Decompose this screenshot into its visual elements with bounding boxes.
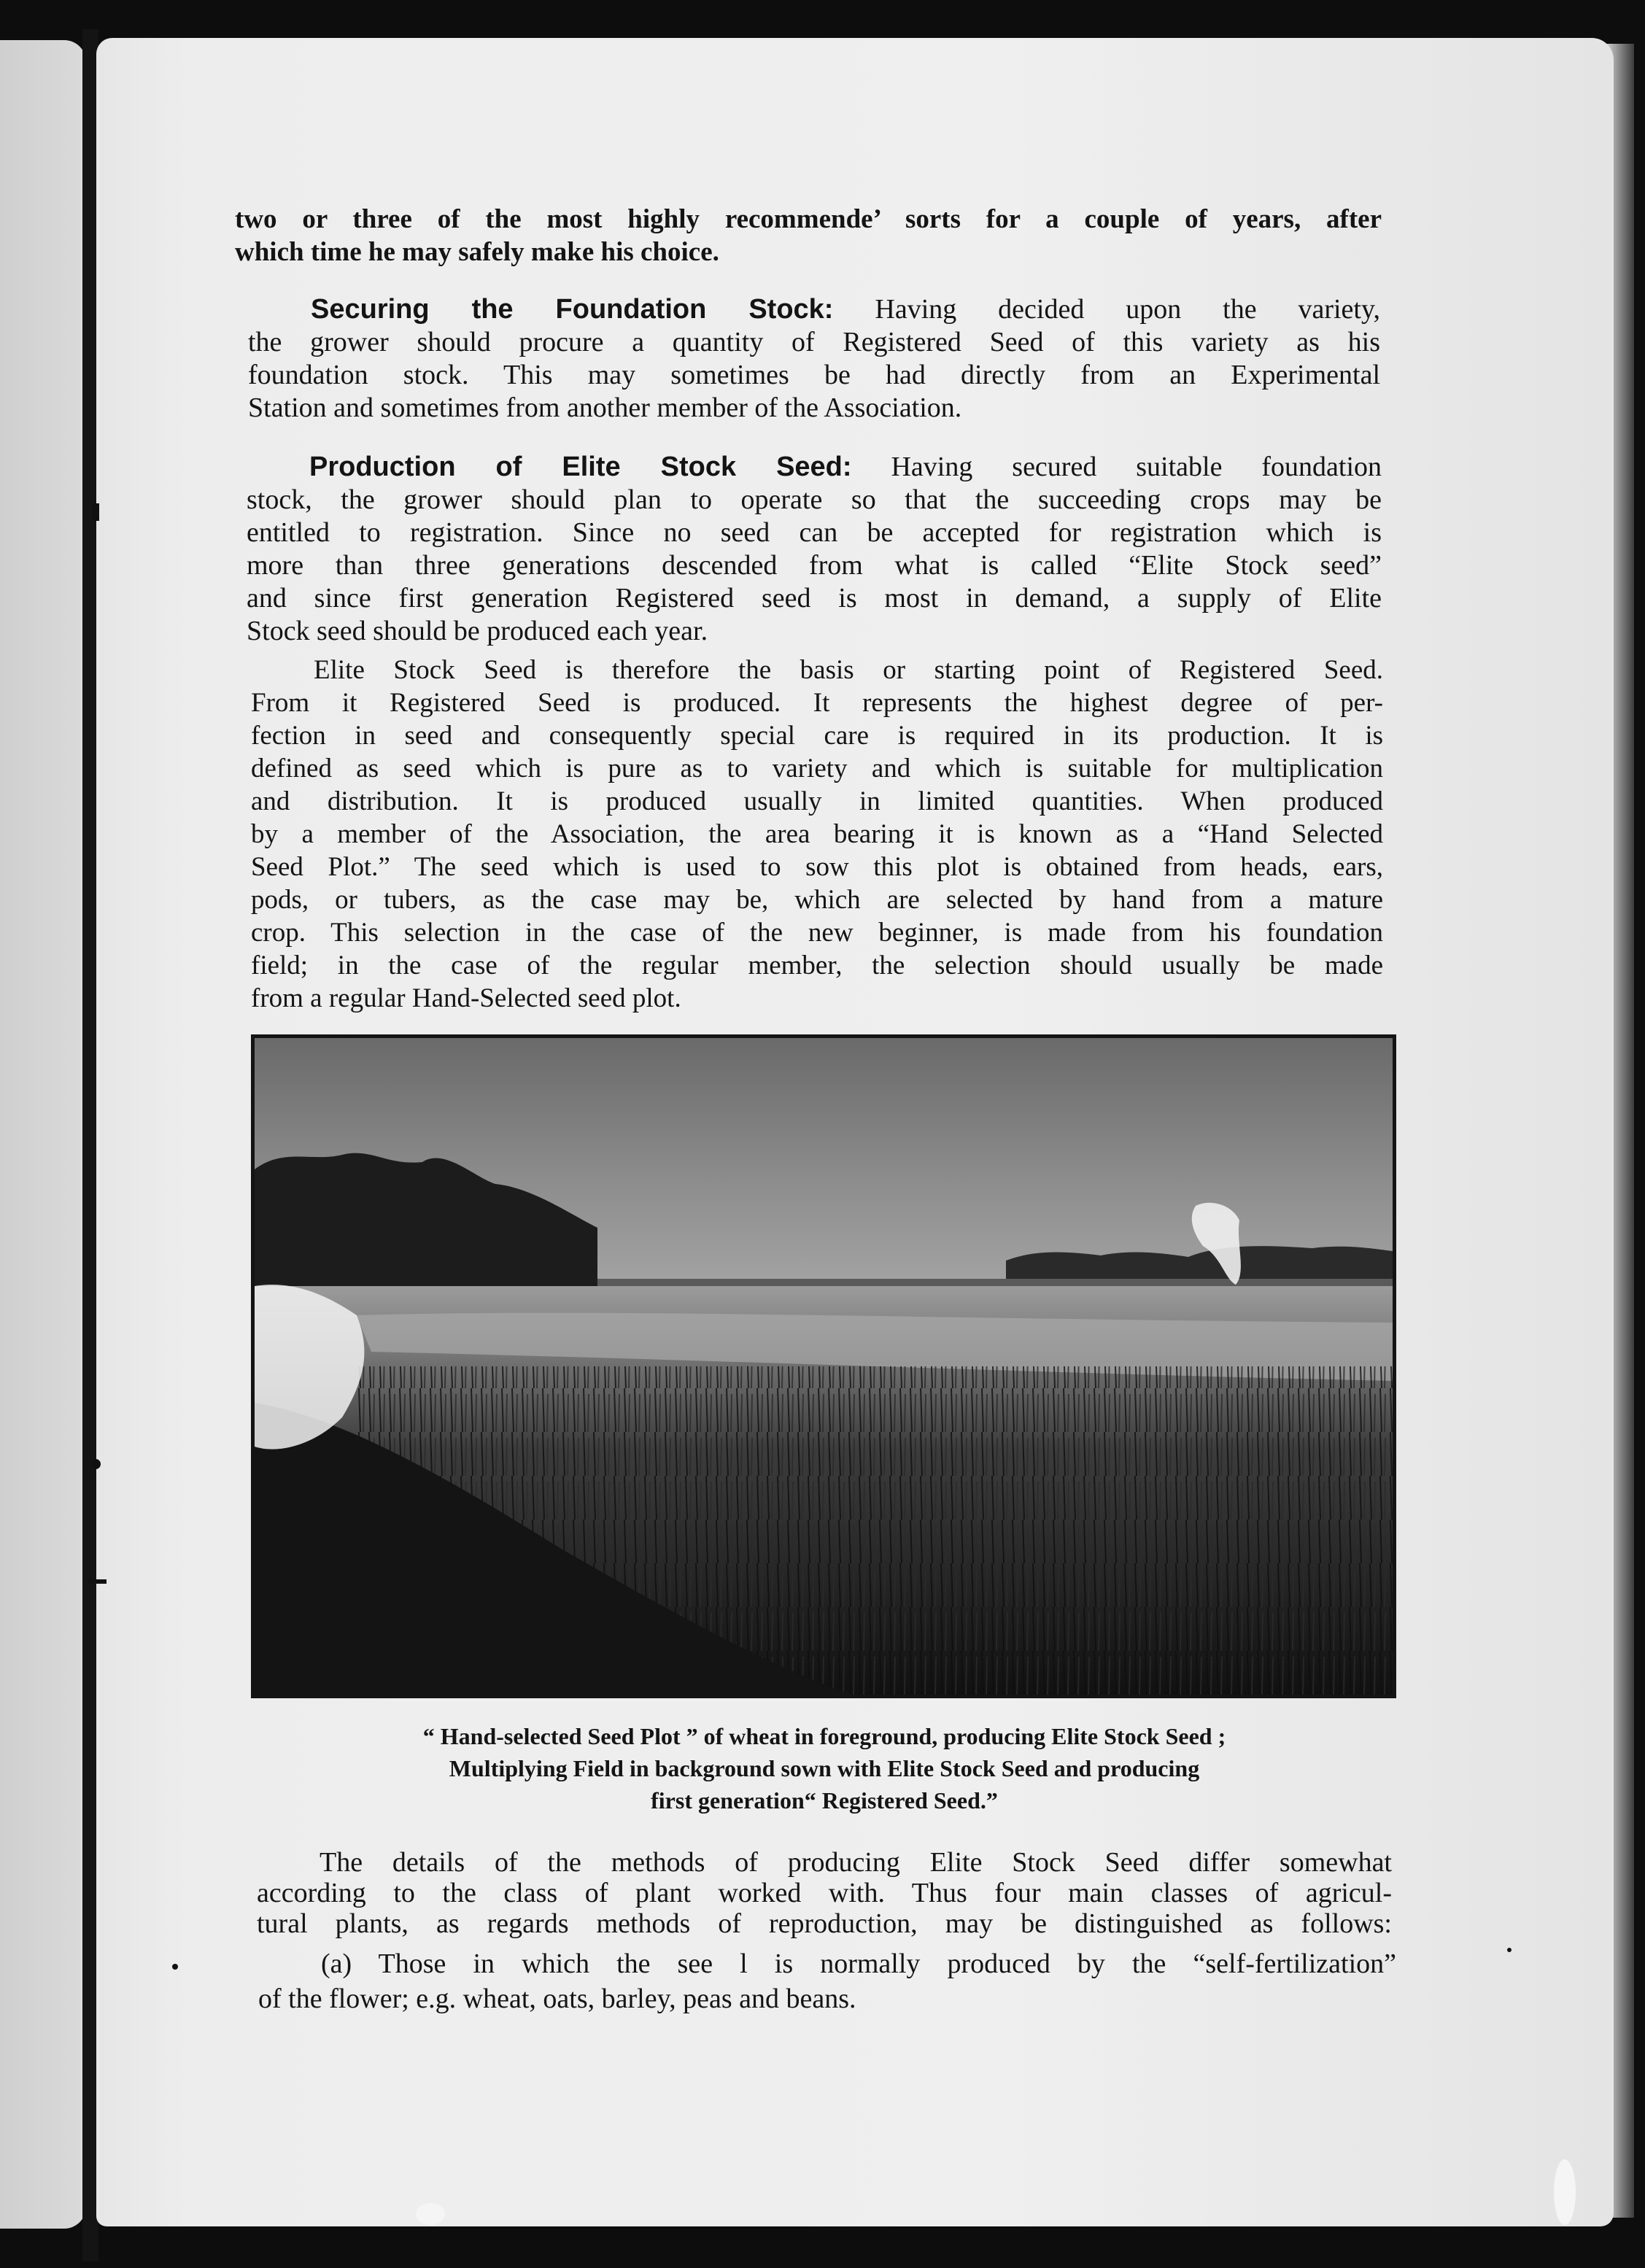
- page-tear: [1554, 2159, 1576, 2225]
- text-line: two or three of the most highly recommende’ sorts for a couple of years, after: [235, 204, 1382, 234]
- text-line: the grower should procure a quantity of Registered Seed of this variety as his: [248, 327, 1380, 357]
- text-line: fection in seed and consequently special care is required in its production. It is: [251, 721, 1383, 751]
- spine-tick-mark: [90, 1459, 101, 1469]
- text-line: foundation stock. This may sometimes be had directly from an Experimental: [248, 360, 1380, 390]
- text-line: by a member of the Association, the area bearing it is known as a “Hand Selected: [251, 819, 1383, 849]
- paragraph-elite-stock-definition: [251, 654, 1383, 1015]
- text-line: crop. This selection in the case of the new beginner, is made from his foundation: [251, 918, 1383, 948]
- text-line: From it Registered Seed is produced. It represents the highest degree of per-: [251, 688, 1383, 718]
- photo-illustration: [255, 1038, 1393, 1695]
- paragraph-elite-stock-production: [247, 451, 1382, 648]
- caption-line: “ Hand-selected Seed Plot ” of wheat in foreground, producing Elite Stock Seed ;: [422, 1723, 1226, 1749]
- text-line: The details of the methods of producing Elite Stock Seed differ somewhat: [320, 1847, 1392, 1878]
- text-line: stock, the grower should plan to operate so that the succeeding crops may be: [247, 484, 1382, 515]
- run-in-heading: Securing the Foundation Stock:: [311, 294, 834, 325]
- paragraph-class-a: [258, 1946, 1396, 2016]
- paragraph-continuation: [235, 203, 1382, 268]
- facing-page-edge: [0, 40, 86, 2229]
- text-line: of the flower; e.g. wheat, oats, barley, peas and beans.: [258, 1983, 856, 2014]
- paragraph-foundation-stock: [248, 293, 1380, 425]
- text-line: [247, 451, 1382, 484]
- photo-caption: [306, 1720, 1342, 1816]
- run-in-heading: Production of Elite Stock Seed:: [309, 452, 852, 482]
- caption-line: Multiplying Field in background sown with Elite Stock Seed and producing: [449, 1755, 1200, 1781]
- caption-line: first generation“ Registered Seed.”: [651, 1787, 998, 1814]
- text-line: Station and sometimes from another member of the Association.: [248, 392, 962, 423]
- text-run: Having secured suitable foundation: [891, 452, 1382, 482]
- text-line: [248, 293, 1380, 326]
- text-line: from a regular Hand-Selected seed plot.: [251, 983, 681, 1013]
- text-line: defined as seed which is pure as to variety and which is suitable for multiplication: [251, 754, 1383, 783]
- text-line: pods, or tubers, as the case may be, which are selected by hand from a mature: [251, 885, 1383, 915]
- text-line: Elite Stock Seed is therefore the basis or starting point of Registered Seed.: [314, 655, 1383, 685]
- text-line: and since first generation Registered seed is most in demand, a supply of Elite: [247, 583, 1382, 614]
- text-line: field; in the case of the regular member, the selection should usually be made: [251, 951, 1383, 980]
- page-speck: [172, 1964, 178, 1970]
- paragraph-methods-intro: [257, 1847, 1392, 1939]
- text-line: (a) Those in which the see l is normally produced by the “self-fertilization”: [321, 1948, 1396, 1979]
- page-tear: [416, 2203, 445, 2225]
- text-line: Stock seed should be produced each year.: [247, 616, 708, 646]
- spine-tick-mark: [92, 503, 99, 521]
- spine-tick-mark: [88, 1579, 107, 1584]
- text-run: Having decided upon the variety,: [875, 294, 1381, 325]
- page-speck: [1507, 1948, 1512, 1952]
- text-line: more than three generations descended from what is called “Elite Stock seed”: [247, 550, 1382, 581]
- text-line: entitled to registration. Since no seed can be accepted for registration which is: [247, 517, 1382, 548]
- text-line: and distribution. It is produced usually in limited quantities. When produced: [251, 786, 1383, 816]
- text-line: which time he may safely make his choice.: [235, 237, 719, 267]
- wheat-field-photograph: [251, 1034, 1396, 1698]
- text-line: Seed Plot.” The seed which is used to sow this plot is obtained from heads, ears,: [251, 852, 1383, 882]
- text-line: according to the class of plant worked with. Thus four main classes of agricul-: [257, 1878, 1392, 1908]
- text-line: tural plants, as regards methods of reproduction, may be distinguished as follows:: [257, 1908, 1392, 1939]
